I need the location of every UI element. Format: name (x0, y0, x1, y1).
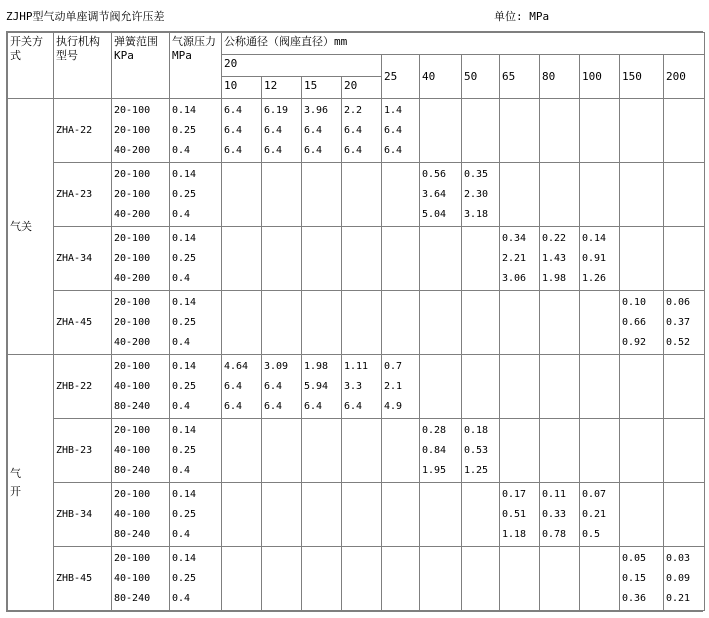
pressure-diff-value: 6.19 (264, 104, 289, 116)
pressure-diff-cell (341, 418, 382, 483)
air-pressure-value: 0.25 (172, 252, 197, 264)
pressure-diff-value: 0.17 (502, 488, 527, 500)
pressure-diff-cell (663, 418, 705, 483)
pressure-diff-cell (381, 354, 420, 419)
pressure-diff-value: 0.07 (582, 488, 607, 500)
mode-cell (7, 98, 54, 355)
pressure-diff-value: 0.03 (666, 552, 691, 564)
pressure-diff-cell (419, 98, 462, 163)
pressure-diff-cell (419, 482, 462, 547)
air-pressure-cell (169, 290, 222, 355)
pressure-diff-value: 1.98 (304, 360, 329, 372)
pressure-diff-cell (261, 162, 302, 227)
pressure-diff-value: 1.18 (502, 528, 527, 540)
pressure-diff-value: 0.53 (464, 444, 489, 456)
header-nominal-diameter: 公称通径（阀座直径）mm (221, 32, 705, 55)
header-size-40: 40 (419, 54, 462, 99)
pressure-diff-cell (221, 290, 262, 355)
pressure-diff-cell (261, 418, 302, 483)
pressure-diff-value: 0.52 (666, 336, 691, 348)
pressure-diff-cell (261, 290, 302, 355)
header-size-10: 10 (221, 76, 262, 99)
pressure-diff-value: 3.18 (464, 208, 489, 220)
pressure-diff-value: 6.4 (384, 144, 403, 156)
pressure-diff-cell (341, 162, 382, 227)
spring-range-value: 40-200 (114, 272, 151, 284)
air-pressure-value: 0.25 (172, 380, 197, 392)
unit-label: 单位: MPa (494, 10, 550, 23)
air-pressure-cell (169, 354, 222, 419)
pressure-diff-cell (663, 226, 705, 291)
pressure-diff-cell (619, 546, 664, 611)
pressure-difference-table (6, 31, 703, 612)
pressure-diff-value: 6.4 (224, 124, 243, 136)
pressure-diff-value: 6.4 (264, 400, 283, 412)
pressure-diff-value: 0.10 (622, 296, 647, 308)
pressure-diff-cell (619, 418, 664, 483)
air-pressure-value: 0.14 (172, 296, 197, 308)
pressure-diff-value: 0.35 (464, 168, 489, 180)
pressure-diff-value: 6.4 (264, 124, 283, 136)
pressure-diff-value: 0.11 (542, 488, 567, 500)
pressure-diff-cell (419, 354, 462, 419)
spring-range-cell (111, 354, 170, 419)
pressure-diff-value: 0.56 (422, 168, 447, 180)
spring-range-value: 20-100 (114, 424, 151, 436)
pressure-diff-cell (461, 354, 500, 419)
spring-range-value: 80-240 (114, 464, 151, 476)
pressure-diff-cell (539, 418, 580, 483)
pressure-diff-cell (539, 290, 580, 355)
pressure-diff-value: 0.66 (622, 316, 647, 328)
pressure-diff-value: 0.22 (542, 232, 567, 244)
pressure-diff-value: 6.4 (224, 104, 243, 116)
spring-range-value: 40-100 (114, 444, 151, 456)
spring-range-value: 20-100 (114, 360, 151, 372)
spring-range-value: 40-100 (114, 572, 151, 584)
pressure-diff-cell (579, 418, 620, 483)
pressure-diff-cell (663, 354, 705, 419)
pressure-diff-value: 6.4 (264, 144, 283, 156)
pressure-diff-value: 0.33 (542, 508, 567, 520)
pressure-diff-value: 2.30 (464, 188, 489, 200)
pressure-diff-cell (221, 354, 262, 419)
pressure-diff-value: 0.91 (582, 252, 607, 264)
air-pressure-value: 0.25 (172, 444, 197, 456)
air-pressure-cell (169, 482, 222, 547)
spring-range-value: 40-200 (114, 144, 151, 156)
air-pressure-value: 0.4 (172, 144, 191, 156)
header-mode: 开关方式 (7, 32, 54, 99)
spring-range-value: 40-100 (114, 508, 151, 520)
air-pressure-value: 0.14 (172, 168, 197, 180)
pressure-diff-cell (579, 162, 620, 227)
pressure-diff-cell (619, 226, 664, 291)
pressure-diff-cell (221, 162, 262, 227)
pressure-diff-cell (419, 162, 462, 227)
pressure-diff-cell (539, 226, 580, 291)
pressure-diff-value: 6.4 (304, 400, 323, 412)
pressure-diff-cell (499, 290, 540, 355)
pressure-diff-cell (619, 290, 664, 355)
pressure-diff-value: 5.94 (304, 380, 329, 392)
pressure-diff-cell (301, 98, 342, 163)
air-pressure-value: 0.14 (172, 488, 197, 500)
pressure-diff-cell (341, 98, 382, 163)
pressure-diff-cell (381, 290, 420, 355)
header-size-100: 100 (579, 54, 620, 99)
pressure-diff-cell (221, 482, 262, 547)
spring-range-value: 40-100 (114, 380, 151, 392)
pressure-diff-cell (261, 546, 302, 611)
air-pressure-cell (169, 418, 222, 483)
pressure-diff-cell (301, 226, 342, 291)
pressure-diff-value: 0.7 (384, 360, 403, 372)
header-air-pressure: 气源压力MPa (169, 32, 222, 99)
air-pressure-value: 0.4 (172, 592, 191, 604)
pressure-diff-value: 1.4 (384, 104, 403, 116)
header-spring-range: 弹簧范围KPa (111, 32, 170, 99)
pressure-diff-value: 0.21 (582, 508, 607, 520)
pressure-diff-cell (381, 226, 420, 291)
pressure-diff-cell (579, 226, 620, 291)
pressure-diff-cell (499, 418, 540, 483)
pressure-diff-cell (663, 98, 705, 163)
pressure-diff-cell (221, 226, 262, 291)
air-pressure-value: 0.25 (172, 124, 197, 136)
actuator-model-cell: ZHA-23 (53, 162, 112, 227)
pressure-diff-value: 3.64 (422, 188, 447, 200)
pressure-diff-cell (461, 418, 500, 483)
pressure-diff-cell (301, 162, 342, 227)
air-pressure-cell (169, 546, 222, 611)
air-pressure-value: 0.14 (172, 232, 197, 244)
pressure-diff-cell (499, 98, 540, 163)
pressure-diff-cell (341, 546, 382, 611)
air-pressure-value: 0.4 (172, 528, 191, 540)
spring-range-value: 20-100 (114, 104, 151, 116)
pressure-diff-value: 0.5 (582, 528, 601, 540)
pressure-diff-cell (419, 226, 462, 291)
spring-range-cell (111, 482, 170, 547)
header-size-25: 25 (381, 54, 420, 99)
header-size-20: 20 (341, 76, 382, 99)
pressure-diff-cell (461, 226, 500, 291)
pressure-diff-cell (341, 482, 382, 547)
pressure-diff-value: 1.98 (542, 272, 567, 284)
pressure-diff-cell (301, 290, 342, 355)
air-pressure-value: 0.25 (172, 188, 197, 200)
spring-range-cell (111, 290, 170, 355)
spring-range-cell (111, 418, 170, 483)
air-pressure-cell (169, 226, 222, 291)
air-pressure-value: 0.14 (172, 104, 197, 116)
pressure-diff-cell (579, 546, 620, 611)
pressure-diff-value: 5.04 (422, 208, 447, 220)
pressure-diff-value: 1.95 (422, 464, 447, 476)
pressure-diff-cell (221, 98, 262, 163)
spring-range-value: 20-100 (114, 316, 151, 328)
actuator-model-cell: ZHA-45 (53, 290, 112, 355)
pressure-diff-cell (261, 98, 302, 163)
header-group-20: 20 (221, 54, 382, 77)
pressure-diff-value: 2.21 (502, 252, 527, 264)
spring-range-cell (111, 546, 170, 611)
pressure-diff-cell (663, 482, 705, 547)
pressure-diff-value: 6.4 (384, 124, 403, 136)
spring-range-value: 20-100 (114, 124, 151, 136)
pressure-diff-cell (301, 354, 342, 419)
pressure-diff-cell (461, 482, 500, 547)
mode-cell (7, 354, 54, 611)
pressure-diff-cell (461, 546, 500, 611)
pressure-diff-value: 6.4 (264, 380, 283, 392)
actuator-model-cell: ZHA-22 (53, 98, 112, 163)
pressure-diff-value: 1.11 (344, 360, 369, 372)
air-pressure-value: 0.14 (172, 360, 197, 372)
header-size-15: 15 (301, 76, 342, 99)
actuator-model-cell: ZHA-34 (53, 226, 112, 291)
air-pressure-value: 0.25 (172, 316, 197, 328)
spring-range-cell (111, 98, 170, 163)
actuator-model-cell: ZHB-23 (53, 418, 112, 483)
spring-range-value: 20-100 (114, 232, 151, 244)
pressure-diff-cell (381, 162, 420, 227)
pressure-diff-cell (499, 354, 540, 419)
pressure-diff-value: 0.37 (666, 316, 691, 328)
pressure-diff-cell (381, 546, 420, 611)
pressure-diff-cell (261, 482, 302, 547)
spring-range-value: 80-240 (114, 592, 151, 604)
pressure-diff-value: 3.3 (344, 380, 363, 392)
pressure-diff-value: 2.1 (384, 380, 403, 392)
pressure-diff-cell (381, 98, 420, 163)
pressure-diff-cell (539, 98, 580, 163)
pressure-diff-value: 0.06 (666, 296, 691, 308)
pressure-diff-cell (619, 98, 664, 163)
air-pressure-value: 0.14 (172, 424, 197, 436)
pressure-diff-value: 0.09 (666, 572, 691, 584)
header-actuator: 执行机构型号 (53, 32, 112, 99)
pressure-diff-value: 0.28 (422, 424, 447, 436)
pressure-diff-value: 6.4 (224, 380, 243, 392)
pressure-diff-cell (579, 354, 620, 419)
pressure-diff-cell (499, 226, 540, 291)
spring-range-cell (111, 162, 170, 227)
pressure-diff-cell (663, 546, 705, 611)
actuator-model-cell: ZHB-22 (53, 354, 112, 419)
pressure-diff-cell (301, 418, 342, 483)
pressure-diff-cell (619, 482, 664, 547)
pressure-diff-cell (341, 354, 382, 419)
pressure-diff-value: 6.4 (304, 144, 323, 156)
pressure-diff-cell (419, 418, 462, 483)
header-size-200: 200 (663, 54, 705, 99)
pressure-diff-cell (419, 290, 462, 355)
air-pressure-cell (169, 98, 222, 163)
pressure-diff-value: 6.4 (344, 400, 363, 412)
pressure-diff-cell (619, 354, 664, 419)
pressure-diff-value: 4.64 (224, 360, 249, 372)
pressure-diff-cell (579, 482, 620, 547)
pressure-diff-value: 0.92 (622, 336, 647, 348)
pressure-diff-cell (261, 354, 302, 419)
actuator-model-cell: ZHB-34 (53, 482, 112, 547)
pressure-diff-value: 3.06 (502, 272, 527, 284)
spring-range-value: 20-100 (114, 252, 151, 264)
mode-label: 气关 (10, 219, 32, 233)
pressure-diff-cell (539, 354, 580, 419)
pressure-diff-value: 0.05 (622, 552, 647, 564)
pressure-diff-cell (461, 98, 500, 163)
spring-range-value: 40-200 (114, 336, 151, 348)
pressure-diff-value: 3.96 (304, 104, 329, 116)
pressure-diff-value: 6.4 (304, 124, 323, 136)
pressure-diff-value: 1.43 (542, 252, 567, 264)
pressure-diff-value: 6.4 (224, 400, 243, 412)
pressure-diff-cell (381, 418, 420, 483)
spring-range-value: 20-100 (114, 296, 151, 308)
pressure-diff-value: 3.09 (264, 360, 289, 372)
pressure-diff-cell (619, 162, 664, 227)
pressure-diff-cell (499, 162, 540, 227)
pressure-diff-value: 1.25 (464, 464, 489, 476)
header-size-150: 150 (619, 54, 664, 99)
air-pressure-value: 0.4 (172, 208, 191, 220)
actuator-model-cell: ZHB-45 (53, 546, 112, 611)
spring-range-value: 20-100 (114, 188, 151, 200)
spring-range-value: 40-200 (114, 208, 151, 220)
air-pressure-cell (169, 162, 222, 227)
spring-range-value: 80-240 (114, 528, 151, 540)
header-size-65: 65 (499, 54, 540, 99)
pressure-diff-cell (341, 226, 382, 291)
pressure-diff-cell (419, 546, 462, 611)
pressure-diff-value: 0.14 (582, 232, 607, 244)
pressure-diff-value: 2.2 (344, 104, 363, 116)
pressure-diff-cell (461, 290, 500, 355)
spring-range-value: 80-240 (114, 400, 151, 412)
air-pressure-value: 0.4 (172, 464, 191, 476)
pressure-diff-value: 0.15 (622, 572, 647, 584)
pressure-diff-cell (221, 418, 262, 483)
air-pressure-value: 0.4 (172, 272, 191, 284)
pressure-diff-cell (221, 546, 262, 611)
pressure-diff-cell (381, 482, 420, 547)
pressure-diff-value: 6.4 (224, 144, 243, 156)
pressure-diff-value: 0.36 (622, 592, 647, 604)
pressure-diff-value: 1.26 (582, 272, 607, 284)
pressure-diff-cell (499, 546, 540, 611)
spring-range-value: 20-100 (114, 488, 151, 500)
pressure-diff-cell (539, 482, 580, 547)
air-pressure-value: 0.14 (172, 552, 197, 564)
pressure-diff-value: 0.84 (422, 444, 447, 456)
spring-range-cell (111, 226, 170, 291)
pressure-diff-cell (499, 482, 540, 547)
pressure-diff-value: 0.78 (542, 528, 567, 540)
pressure-diff-value: 6.4 (344, 144, 363, 156)
pressure-diff-value: 0.21 (666, 592, 691, 604)
spring-range-value: 20-100 (114, 552, 151, 564)
pressure-diff-cell (261, 226, 302, 291)
pressure-diff-value: 0.18 (464, 424, 489, 436)
air-pressure-value: 0.25 (172, 508, 197, 520)
pressure-diff-cell (663, 162, 705, 227)
pressure-diff-value: 0.51 (502, 508, 527, 520)
air-pressure-value: 0.25 (172, 572, 197, 584)
pressure-diff-cell (301, 482, 342, 547)
pressure-diff-cell (301, 546, 342, 611)
spring-range-value: 20-100 (114, 168, 151, 180)
header-size-12: 12 (261, 76, 302, 99)
pressure-diff-cell (461, 162, 500, 227)
pressure-diff-cell (539, 162, 580, 227)
air-pressure-value: 0.4 (172, 336, 191, 348)
header-size-50: 50 (461, 54, 500, 99)
air-pressure-value: 0.4 (172, 400, 191, 412)
pressure-diff-value: 6.4 (344, 124, 363, 136)
mode-label: 气开 (10, 466, 21, 498)
pressure-diff-value: 4.9 (384, 400, 403, 412)
pressure-diff-cell (579, 290, 620, 355)
pressure-diff-cell (579, 98, 620, 163)
pressure-diff-cell (539, 546, 580, 611)
pressure-diff-cell (341, 290, 382, 355)
pressure-diff-value: 0.34 (502, 232, 527, 244)
header-size-80: 80 (539, 54, 580, 99)
table-caption: ZJHP型气动单座调节阀允许压差 (6, 10, 165, 23)
pressure-diff-cell (663, 290, 705, 355)
